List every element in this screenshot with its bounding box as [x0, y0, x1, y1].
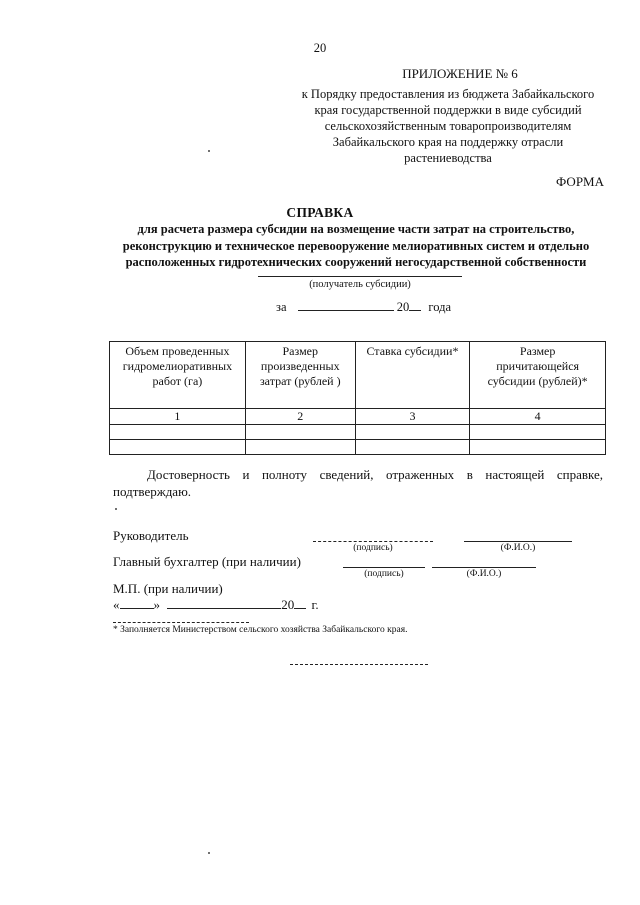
accountant-signature-caption: (подпись)	[364, 569, 404, 579]
table-number-row	[110, 409, 606, 425]
table-cell[interactable]	[355, 440, 470, 455]
appendix-line: растениеводства	[404, 151, 492, 165]
date-day-blank[interactable]	[120, 597, 154, 609]
table-cell[interactable]	[245, 440, 355, 455]
confirmation-line	[113, 466, 603, 483]
date-year-suffix: г.	[311, 597, 319, 612]
header-text: Ставка субсидии*	[366, 344, 459, 358]
period-blank[interactable]	[298, 299, 394, 311]
head-signature-line[interactable]	[313, 541, 433, 542]
document-title: СПРАВКА	[286, 205, 354, 220]
scan-speck	[208, 852, 210, 854]
accountant-name-caption: (Ф.И.О.)	[466, 569, 502, 579]
appendix-title: ПРИЛОЖЕНИЕ № 6	[402, 66, 518, 81]
column-number: 1	[110, 409, 246, 425]
confirmation-word: отраженных	[386, 467, 455, 482]
confirmation-word: настоящей	[485, 467, 545, 482]
header-text: гидромелиоративных	[122, 359, 233, 373]
date-quote-close: »	[153, 597, 160, 612]
appendix-line: сельскохозяйственным товаропроизводителям	[324, 119, 572, 133]
header-cell-rate	[355, 342, 470, 409]
header-text: Объем проведенных	[125, 344, 230, 358]
head-name-caption: (Ф.И.О.)	[500, 543, 536, 553]
appendix-line: Забайкальского края на поддержку отрасли	[332, 135, 564, 149]
head-signature-caption: (подпись)	[353, 543, 393, 553]
table-header-row	[110, 342, 606, 409]
confirmation-line: подтверждаю.	[113, 484, 192, 499]
date-year-blank[interactable]	[294, 597, 306, 609]
period-year-blank[interactable]	[409, 299, 421, 311]
appendix-line: к Порядку предоставления из бюджета Забайкальского	[301, 87, 595, 101]
subtitle-line: для расчета размера субсидии на возмещение части затрат на строительство,	[137, 222, 575, 236]
scan-speck	[208, 150, 210, 152]
confirmation-word: в	[466, 467, 473, 482]
confirmation-word: справке,	[556, 467, 604, 482]
recipient-line[interactable]	[258, 276, 462, 277]
date-field	[113, 597, 319, 613]
table-row	[110, 440, 606, 455]
header-text: работ (га)	[152, 374, 203, 388]
appendix-reference	[284, 86, 612, 166]
footnote: * Заполняется Министерством сельского хозяйства Забайкальского края.	[113, 625, 408, 635]
stamp-label: М.П. (при наличии)	[113, 581, 223, 596]
accountant-name-line[interactable]	[432, 567, 536, 568]
header-cell-subsidy	[470, 342, 606, 409]
head-name-line[interactable]	[464, 541, 572, 542]
date-year-prefix: 20	[281, 597, 295, 612]
header-text: Размер	[519, 344, 556, 358]
header-cell-volume	[110, 342, 246, 409]
header-text: причитающейся	[496, 359, 580, 373]
header-text: Размер	[282, 344, 318, 358]
period-prefix: за	[276, 300, 287, 314]
confirmation-word: Достоверность	[147, 467, 230, 482]
document-subtitle	[100, 221, 612, 271]
table-cell[interactable]	[355, 425, 470, 440]
table-cell[interactable]	[245, 425, 355, 440]
recipient-caption: (получатель субсидии)	[309, 279, 411, 290]
period-year-suffix: года	[428, 300, 451, 314]
column-number: 3	[355, 409, 470, 425]
header-text: затрат (рублей )	[259, 374, 341, 388]
header-text: субсидии (рублей)*	[487, 374, 588, 388]
reporting-period	[276, 299, 451, 315]
date-quote-open: «	[113, 597, 120, 612]
table-cell[interactable]	[470, 440, 606, 455]
accountant-signature-line[interactable]	[343, 567, 425, 568]
confirmation-word: полноту	[261, 467, 308, 482]
scan-speck	[115, 508, 117, 510]
subsidy-table	[109, 341, 606, 455]
column-number: 4	[470, 409, 606, 425]
head-label: Руководитель	[113, 528, 189, 543]
appendix-line: края государственной поддержки в виде субсидий	[314, 103, 582, 117]
subtitle-line: реконструкцию и техническое перевооружение мелиоративных систем и отдельно	[122, 238, 590, 253]
table-cell[interactable]	[110, 440, 246, 455]
column-number: 2	[245, 409, 355, 425]
header-cell-costs	[245, 342, 355, 409]
closing-separator	[290, 664, 428, 665]
table-cell[interactable]	[470, 425, 606, 440]
page-number: 20	[313, 41, 327, 55]
confirmation-word: и	[242, 467, 250, 482]
confirmation-statement	[113, 466, 603, 500]
subtitle-line: расположенных гидротехнических сооружений негосударственной собственности	[125, 255, 587, 269]
footnote-separator	[113, 622, 249, 623]
period-year-prefix: 20	[396, 300, 410, 314]
confirmation-word: сведений,	[319, 467, 374, 482]
table-cell[interactable]	[110, 425, 246, 440]
accountant-label: Главный бухгалтер (при наличии)	[113, 554, 301, 569]
form-label: ФОРМА	[556, 174, 604, 189]
table-row	[110, 425, 606, 440]
header-text: произведенных	[260, 359, 340, 373]
date-month-blank[interactable]	[167, 597, 281, 609]
